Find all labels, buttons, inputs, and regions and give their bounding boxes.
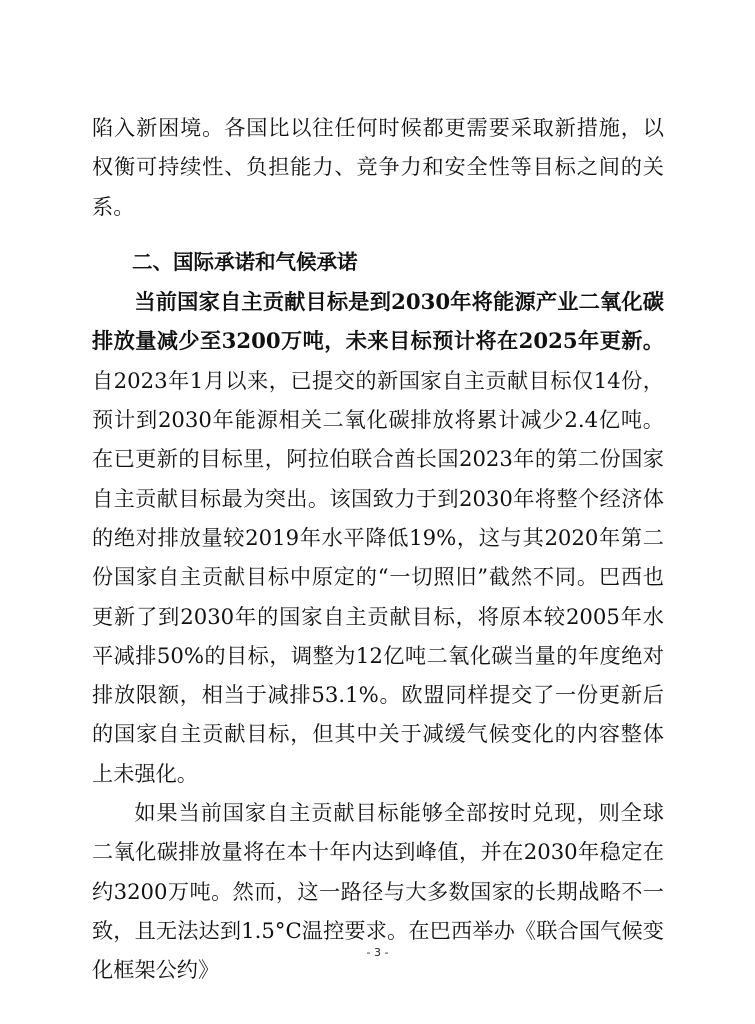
paragraph-ndc-body: 自2023年1月以来，已提交的新国家自主贡献目标仅14份，预计到2030年能源相关二氧化碳排放将累计减少2.4亿吨。在已更新的目标里，阿拉伯联合酋长国2023年的第二份国家自主贡献目标最为突出。该国致力于到2030年将整个经济体的绝对排放量较2019年水平降低19%，这与其2020年第二份国家自主贡献目标中原定的“一切照旧”截然不同。巴西也更新了到2030年的国家自主贡献目标，将原本较2005年水平减排50%的目标，调整为12亿吨二氧化碳当量的年度绝对排放限额，相当于减排53.1%。欧盟同样提交了一份更新后的国家自主贡献目标，但其中关于减缓气候变化的内容整体上未强化。 [92,367,664,786]
paragraph-peak: 如果当前国家自主贡献目标能够全部按时兑现，则全球二氧化碳排放量将在本十年内达到峰值，并在2030年稳定在约3200万吨。然而，这一路径与大多数国家的长期战略不一致，且无法达到1.5°C温控要求。在巴西举办《联合国气候变化框架公约》 [92,800,664,983]
paragraph-ndc-bold-lead: 当前国家自主贡献目标是到2030年将能源产业二氧化碳排放量减少至3200万吨，未来目标预计将在2025年更新。 [92,289,664,354]
document-body [92,108,664,990]
page-number: - 3 - [366,946,389,959]
section-heading: 二、国际承诺和气候承诺 [132,249,358,274]
paragraph-ndc [92,282,664,793]
paragraph-intro: 陷入新困境。各国比以往任何时候都更需要采取新措施，以权衡可持续性、负担能力、竞争力和安全性等目标之间的关系。 [92,115,664,219]
